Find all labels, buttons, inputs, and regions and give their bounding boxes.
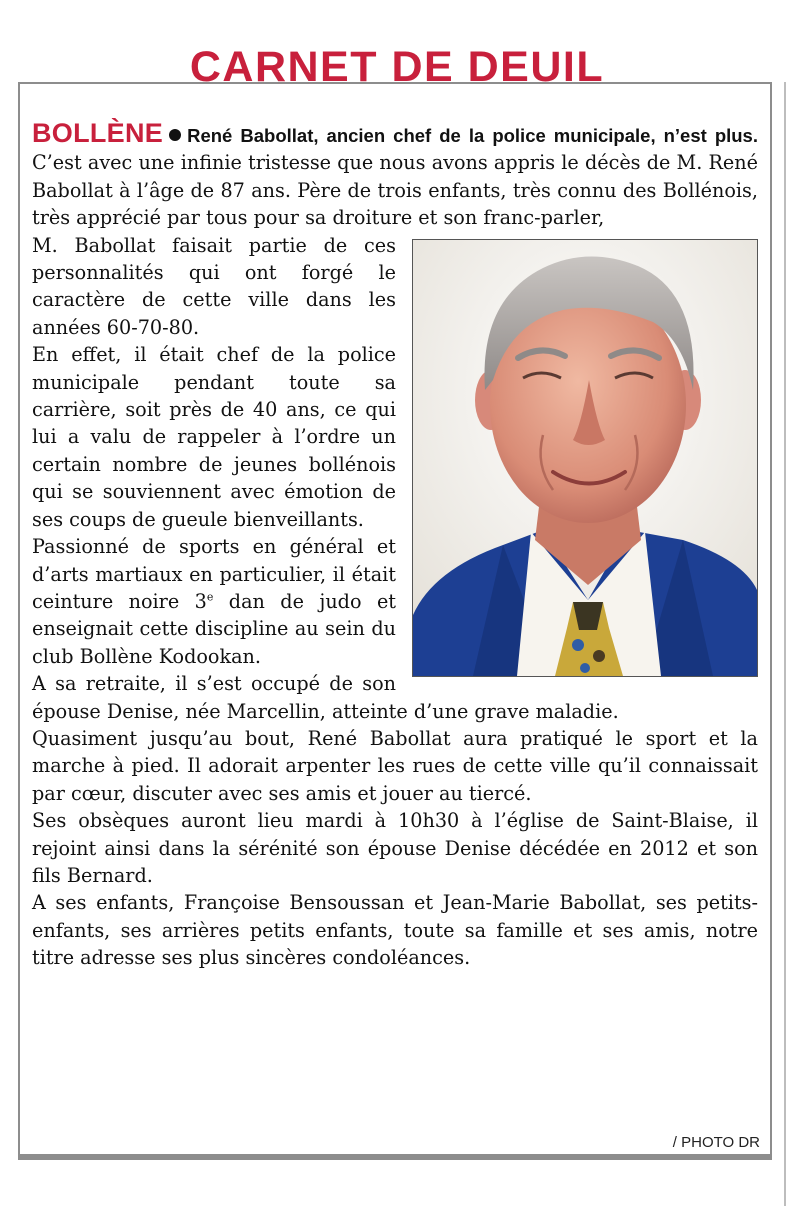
paragraph: Ses obsèques auront lieu mardi à 10h30 à l’église de Saint-Blaise, il rejoint ainsi dans la sérénité son épouse Denise décédée en 2012 et son fils Bernard.	[32, 809, 758, 887]
portrait-image	[413, 240, 757, 676]
lead-paragraph	[32, 120, 758, 232]
ordinal-superscript: e	[206, 590, 214, 604]
portrait-photo	[412, 239, 758, 677]
column-divider	[784, 82, 786, 1206]
paragraph: M. Babollat faisait partie de ces personnalités qui ont forgé le caractère de cette ville dans les années 60-70-80.	[32, 233, 396, 339]
section-rubric: CARNET DE DEUIL	[189, 43, 605, 91]
headline: René Babollat, ancien chef de la police municipale, n’est plus.	[187, 125, 758, 146]
paragraph: A ses enfants, Françoise Bensoussan et Jean-Marie Babollat, ses petits-enfants, ses arrières petits enfants, toute sa famille et ses amis, notre titre adresse ses plus sincères condoléances.	[32, 891, 758, 970]
paragraph-text: dan de judo et enseignait cette discipline au sein du club Bollène Kodookan.	[32, 589, 397, 668]
bullet-icon	[169, 129, 181, 141]
intro-text: C’est avec une infinie tristesse que nous avons appris le décès de M. René Babollat à l’âge de 87 ans. Père de trois enfants, très connu des Bollénois, très apprécié par tous pour sa droiture et son franc-parler,	[32, 151, 758, 230]
paragraph: A sa retraite, il s’est occupé de son épouse Denise, née Marcellin, atteinte d’une grave maladie.	[32, 672, 619, 723]
paragraph: En effet, il était chef de la police municipale pendant toute sa carrière, soit près de 40 ans, ce qui lui a valu de rappeler à l’ordre un certain nombre de jeunes bollénois qui se souviennent avec émotion de ses coups de gueule bienveillants.	[32, 343, 396, 531]
dateline-town: BOLLÈNE	[32, 118, 164, 148]
photo-credit: / PHOTO DR	[672, 1134, 760, 1151]
obituary-article	[32, 120, 758, 972]
paragraph: Quasiment jusqu’au bout, René Babollat aura pratiqué le sport et la marche à pied. Il adorait arpenter les rues de cette ville qu’il connaissait par cœur, discuter avec ses amis et jouer au tiercé.	[32, 726, 758, 805]
paragraph-text: Passionné de sports en général et d’arts martiaux en particulier, il était ceinture noire 3	[32, 535, 396, 613]
